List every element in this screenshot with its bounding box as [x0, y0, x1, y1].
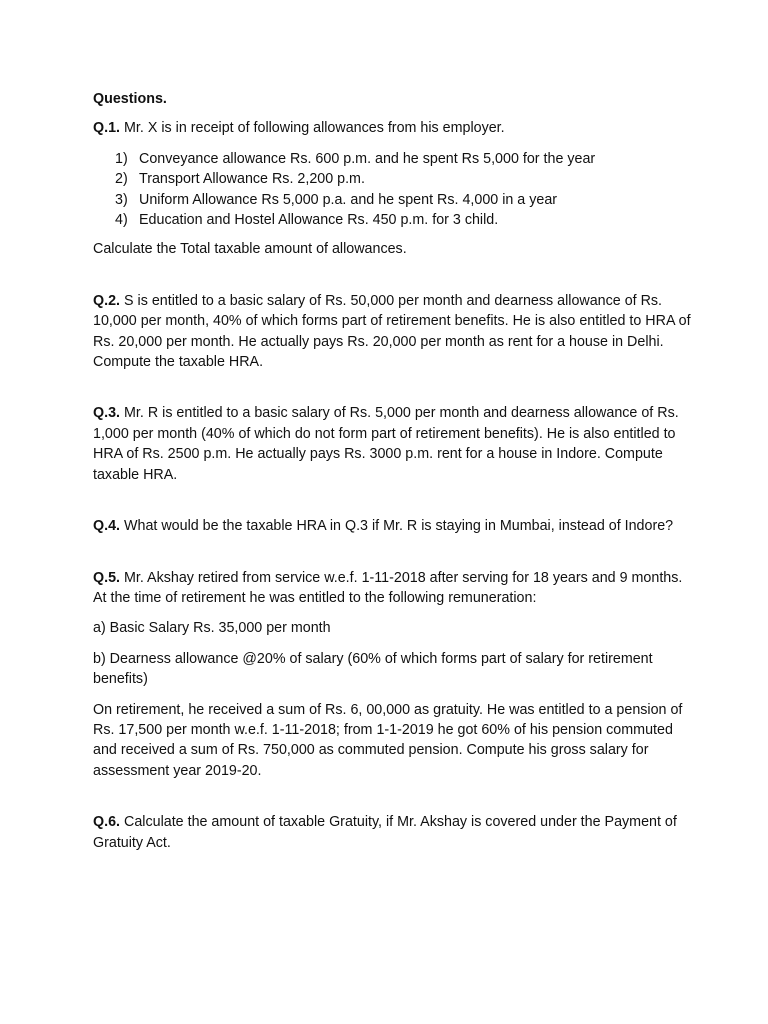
- page-heading: Questions.: [93, 91, 167, 107]
- allowance-list: [93, 149, 693, 231]
- question-5-part-b: b) Dearness allowance @20% of salary (60% of which forms part of salary for retirement benefits): [93, 650, 653, 688]
- question-1: [93, 118, 693, 138]
- list-item-number: 4): [115, 212, 128, 229]
- document-page: [93, 89, 693, 853]
- question-5-text: Mr. Akshay retired from service w.e.f. 1-11-2018 after serving for 18 years and 9 months. At the time of retirement he was entitled to the following remuneration:: [93, 569, 683, 606]
- question-5: [93, 568, 693, 609]
- list-item-text: Transport Allowance Rs. 2,200 p.m.: [139, 171, 365, 188]
- list-item-text: Education and Hostel Allowance Rs. 450 p.m. for 3 child.: [139, 212, 499, 229]
- question-6-text: Calculate the amount of taxable Gratuity, if Mr. Akshay is covered under the Payment of Gratuity Act.: [93, 814, 677, 851]
- list-item-number: 1): [115, 150, 128, 167]
- list-item: [93, 210, 693, 230]
- question-2: [93, 291, 693, 373]
- question-5-closing: On retirement, he received a sum of Rs. 6, 00,000 as gratuity. He was entitled to a pension of Rs. 17,500 per month w.e.f. 1-11-2018; from 1-1-2019 he got 60% of his pension commuted and received a sum of Rs. 750,000 as commuted pension. Compute his gross salary for assessment year 2019-20.: [93, 701, 683, 779]
- list-item-number: 2): [115, 171, 128, 188]
- question-2-text: S is entitled to a basic salary of Rs. 50,000 per month and dearness allowance of Rs. 10,000 per month, 40% of which forms part of retirement benefits. He is also entitled to HRA of Rs. 20,000 per month. He actually pays Rs. 20,000 per month as rent for a house in Delhi. Compute the taxable HRA.: [93, 292, 691, 371]
- list-item-number: 3): [115, 191, 128, 208]
- question-6: [93, 812, 693, 853]
- question-3-text: Mr. R is entitled to a basic salary of Rs. 5,000 per month and dearness allowance of Rs. 1,000 per month (40% of which do not form part of retirement benefits). He is also entitled to HRA of Rs. 2500 p.m. He actually pays Rs. 3000 p.m. rent for a house in Indore. Compute taxable HRA.: [93, 405, 679, 483]
- question-1-label: Q.1.: [93, 120, 121, 137]
- question-2-label: Q.2.: [93, 292, 121, 309]
- list-item-text: Uniform Allowance Rs 5,000 p.a. and he spent Rs. 4,000 in a year: [139, 191, 558, 208]
- question-1-text: Mr. X is in receipt of following allowances from his employer.: [124, 120, 505, 137]
- question-5-part-a: a) Basic Salary Rs. 35,000 per month: [93, 620, 331, 637]
- question-4-label: Q.4.: [93, 518, 121, 535]
- list-item: [93, 190, 693, 210]
- list-item-text: Conveyance allowance Rs. 600 p.m. and he spent Rs 5,000 for the year: [139, 150, 596, 167]
- question-6-label: Q.6.: [93, 814, 121, 831]
- question-4: [93, 516, 693, 536]
- list-item: [93, 149, 693, 169]
- question-4-text: What would be the taxable HRA in Q.3 if Mr. R is staying in Mumbai, instead of Indore?: [124, 518, 674, 535]
- question-5-label: Q.5.: [93, 569, 121, 586]
- list-item: [93, 169, 693, 189]
- question-1-instruction: Calculate the Total taxable amount of allowances.: [93, 241, 407, 258]
- question-3: [93, 403, 693, 485]
- question-3-label: Q.3.: [93, 405, 121, 422]
